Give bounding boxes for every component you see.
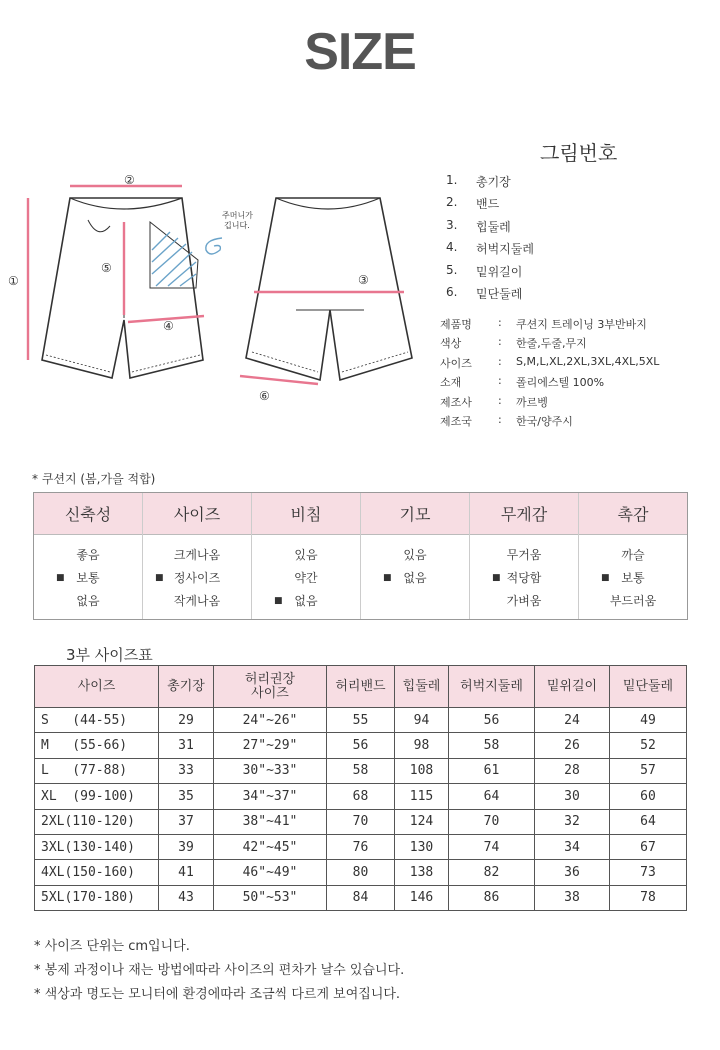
table-cell: 38	[535, 885, 610, 910]
legend-list	[446, 173, 696, 307]
attribute-option: 좋음	[76, 548, 100, 562]
size-table-header: 허리밴드	[327, 666, 395, 708]
legend-item: 1. 총기장	[446, 173, 511, 189]
table-cell: 124	[395, 809, 449, 834]
attribute-option-selected: ■ 보통	[56, 571, 100, 585]
table-cell: 55	[327, 708, 395, 733]
attribute-header: 무게감	[470, 493, 578, 535]
table-cell: 67	[610, 834, 687, 859]
table-cell: 38"~41"	[214, 809, 327, 834]
table-cell: 5XL(170-180)	[35, 885, 159, 910]
table-cell: 64	[449, 784, 535, 809]
table-cell: 86	[449, 885, 535, 910]
table-cell: 61	[449, 758, 535, 783]
table-cell: 33	[159, 758, 214, 783]
selected-square-icon: ■	[155, 572, 164, 583]
table-row	[35, 733, 687, 758]
table-cell: 2XL(110-120)	[35, 809, 159, 834]
selected-square-icon: ■	[601, 572, 610, 583]
table-cell: 94	[395, 708, 449, 733]
legend-item: 2. 밴드	[446, 195, 500, 212]
table-cell: 35	[159, 784, 214, 809]
attribute-column	[470, 493, 579, 619]
spec-row: 사이즈 : S,M,L,XL,2XL,3XL,4XL,5XL	[440, 354, 660, 370]
legend-item: 6. 밑단둘레	[446, 284, 523, 301]
table-cell: XL (99-100)	[35, 784, 159, 809]
table-row	[35, 885, 687, 910]
table-cell: 41	[159, 860, 214, 885]
legend-item: 4. 허벅지둘레	[446, 240, 534, 257]
table-cell: 42"~45"	[214, 834, 327, 859]
size-table-header: 밑단둘레	[610, 666, 687, 708]
note-item: * 봉제 과정이나 재는 방법에따라 사이즈의 편차가 날수 있습니다.	[34, 963, 405, 978]
marker-2: ②	[124, 173, 135, 187]
table-cell: 36	[535, 860, 610, 885]
table-cell: 70	[327, 809, 395, 834]
attribute-table	[33, 492, 688, 620]
legend-item: 5. 밑위길이	[446, 262, 523, 279]
notes	[34, 935, 404, 1007]
table-cell: 56	[449, 708, 535, 733]
table-cell: 70	[449, 809, 535, 834]
table-cell: 26	[535, 733, 610, 758]
attribute-option: 있음	[294, 548, 318, 562]
selected-square-icon: ■	[492, 572, 501, 583]
table-cell: 80	[327, 860, 395, 885]
pocket-note-line-1: 주머니가	[222, 211, 253, 220]
table-cell: 74	[449, 834, 535, 859]
table-cell: 49	[610, 708, 687, 733]
table-cell: 60	[610, 784, 687, 809]
attribute-option: 부드러움	[609, 594, 657, 608]
table-row	[35, 784, 687, 809]
attribute-option-selected: ■ 없음	[383, 571, 427, 585]
table-cell: 58	[327, 758, 395, 783]
table-cell: 29	[159, 708, 214, 733]
table-cell: 84	[327, 885, 395, 910]
attribute-option-selected: ■ 정사이즈	[155, 571, 221, 585]
table-cell: 146	[395, 885, 449, 910]
attribute-header: 비침	[252, 493, 360, 535]
table-row	[35, 860, 687, 885]
attribute-option: 가벼움	[506, 594, 542, 608]
attribute-header: 촉감	[579, 493, 687, 535]
spec-row: 제품명 : 쿠션지 트레이닝 3부반바지	[440, 316, 647, 331]
table-cell: 24"~26"	[214, 708, 327, 733]
attribute-option: 무거움	[506, 548, 542, 562]
attribute-option: 작게나옴	[173, 594, 221, 608]
table-cell: S (44-55)	[35, 708, 159, 733]
marker-6: ⑥	[259, 389, 270, 403]
table-cell: L (77-88)	[35, 758, 159, 783]
marker-4: ④	[163, 319, 174, 333]
shorts-diagram	[0, 160, 430, 420]
spec-row: 소재 : 폴리에스텔 100%	[440, 374, 605, 390]
table-cell: 82	[449, 860, 535, 885]
table-cell: 34	[535, 834, 610, 859]
table-cell: 64	[610, 809, 687, 834]
table-cell: 27"~29"	[214, 733, 327, 758]
table-cell: M (55-66)	[35, 733, 159, 758]
table-cell: 37	[159, 809, 214, 834]
attribute-column	[579, 493, 687, 619]
legend-item: 3. 힙둘레	[446, 217, 511, 234]
table-cell: 52	[610, 733, 687, 758]
marker-5: ⑤	[101, 261, 112, 275]
table-cell: 50"~53"	[214, 885, 327, 910]
table-cell: 30	[535, 784, 610, 809]
marker-1: ①	[8, 274, 19, 288]
table-row	[35, 708, 687, 733]
size-table-header: 허리권장 사이즈	[214, 666, 327, 708]
attribute-column	[252, 493, 361, 619]
table-cell: 24	[535, 708, 610, 733]
table-cell: 43	[159, 885, 214, 910]
size-table-header: 총기장	[159, 666, 214, 708]
table-cell: 39	[159, 834, 214, 859]
attribute-column	[361, 493, 470, 619]
table-cell: 46"~49"	[214, 860, 327, 885]
attribute-column	[34, 493, 143, 619]
table-row	[35, 758, 687, 783]
pocket-note-line-2: 깁니다.	[224, 221, 250, 230]
table-cell: 73	[610, 860, 687, 885]
attribute-option-selected: ■ 없음	[274, 594, 318, 608]
table-cell: 28	[535, 758, 610, 783]
table-cell: 130	[395, 834, 449, 859]
table-cell: 34"~37"	[214, 784, 327, 809]
attribute-option: 까슬	[621, 548, 645, 562]
fabric-note: * 쿠션지 (봄,가을 적합)	[32, 472, 156, 486]
attribute-header: 사이즈	[143, 493, 251, 535]
table-cell: 3XL(130-140)	[35, 834, 159, 859]
page-title: SIZE	[304, 23, 416, 81]
size-table-title: 3부 사이즈표	[66, 646, 153, 664]
selected-square-icon: ■	[383, 572, 392, 583]
attribute-option-selected: ■ 보통	[601, 571, 645, 585]
table-cell: 30"~33"	[214, 758, 327, 783]
table-cell: 138	[395, 860, 449, 885]
table-cell: 57	[610, 758, 687, 783]
table-cell: 56	[327, 733, 395, 758]
attribute-header: 신축성	[34, 493, 142, 535]
attribute-option-selected: ■ 적당함	[492, 571, 542, 585]
size-table-header: 밑위길이	[535, 666, 610, 708]
table-cell: 76	[327, 834, 395, 859]
attribute-header: 기모	[361, 493, 469, 535]
table-cell: 58	[449, 733, 535, 758]
attribute-option: 있음	[403, 548, 427, 562]
attribute-option: 없음	[76, 594, 100, 608]
table-cell: 31	[159, 733, 214, 758]
table-row	[35, 834, 687, 859]
back-shorts-illustration	[246, 198, 412, 380]
table-row	[35, 809, 687, 834]
table-cell: 78	[610, 885, 687, 910]
size-table-header: 힙둘레	[395, 666, 449, 708]
size-table	[34, 665, 687, 911]
legend-title: 그림번호	[540, 141, 618, 165]
table-cell: 115	[395, 784, 449, 809]
attribute-column	[143, 493, 252, 619]
front-measure-lines	[28, 186, 204, 360]
table-cell: 68	[327, 784, 395, 809]
size-table-header: 사이즈	[35, 666, 159, 708]
table-cell: 32	[535, 809, 610, 834]
selected-square-icon: ■	[56, 572, 65, 583]
table-cell: 108	[395, 758, 449, 783]
front-shorts-illustration	[42, 198, 203, 378]
attribute-option: 약간	[294, 571, 318, 585]
size-table-header: 허벅지둘레	[449, 666, 535, 708]
table-cell: 98	[395, 733, 449, 758]
table-cell: 4XL(150-160)	[35, 860, 159, 885]
marker-3: ③	[358, 273, 369, 287]
spec-row: 제조국 : 한국/양주시	[440, 412, 573, 428]
spec-row: 색상 : 한줄,두줄,무지	[440, 335, 587, 351]
selected-square-icon: ■	[274, 595, 283, 606]
note-item: * 사이즈 단위는 cm입니다.	[34, 939, 190, 954]
product-spec	[440, 316, 720, 432]
note-item: * 색상과 명도는 모니터에 환경에따라 조금씩 다르게 보여집니다.	[34, 987, 401, 1002]
attribute-option: 크게나옴	[173, 548, 221, 562]
pocket-note-arrow	[206, 238, 222, 254]
spec-row: 제조사 : 까르벵	[440, 393, 548, 409]
